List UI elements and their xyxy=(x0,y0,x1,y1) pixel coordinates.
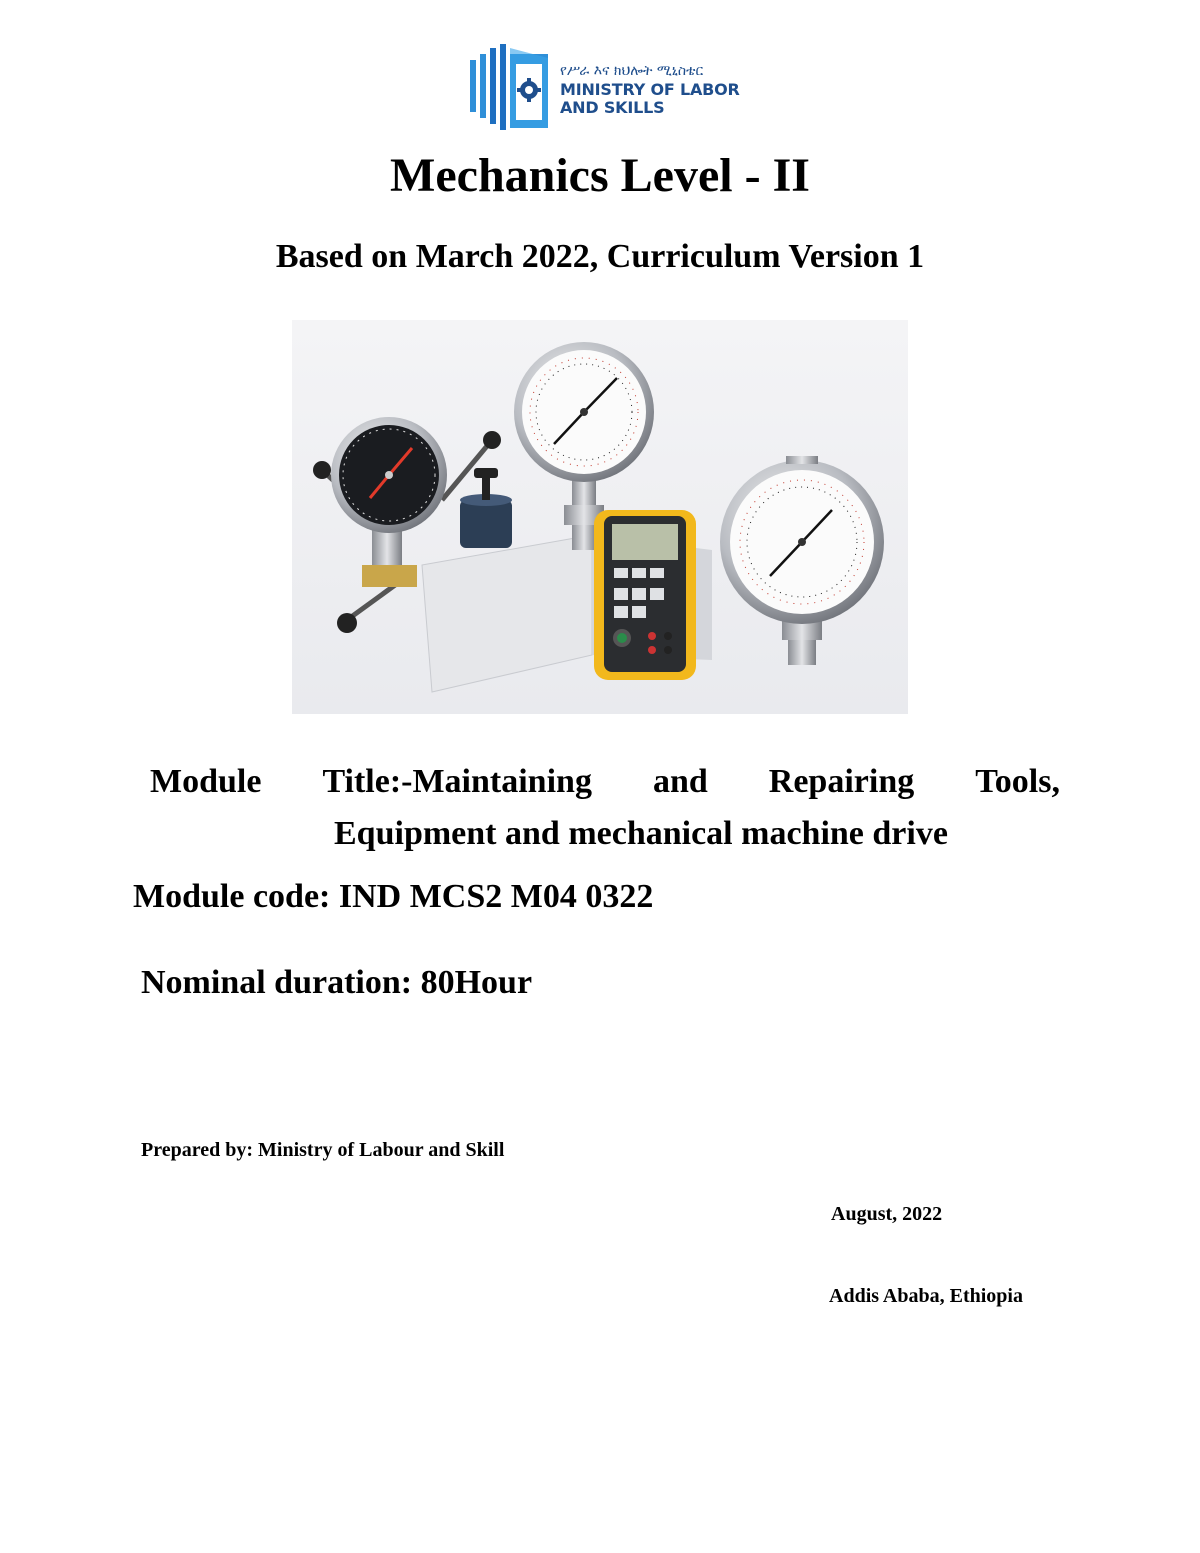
logo-amharic-text: የሥራ እና ክህሎት ሚኒስቴር xyxy=(560,63,704,79)
cover-photo xyxy=(292,320,908,714)
ministry-logo xyxy=(468,44,740,132)
module-title-word: Repairing xyxy=(768,763,915,800)
nominal-duration: Nominal duration: 80Hour xyxy=(141,964,533,1001)
prepared-by: Prepared by: Ministry of Labour and Skill xyxy=(141,1139,505,1161)
module-title-word: Tools, xyxy=(975,763,1060,800)
module-title-word: Module xyxy=(150,763,262,800)
pressure-calibrator xyxy=(594,510,696,680)
module-title-word: and xyxy=(652,763,708,800)
pressure-gauges-illustration xyxy=(292,320,908,714)
module-title-line2: Equipment and mechanical machine drive xyxy=(334,815,948,852)
logo-text-line2: AND SKILLS xyxy=(560,98,665,117)
document-title: Mechanics Level - II xyxy=(390,149,810,202)
module-title-line1 xyxy=(150,756,1060,808)
document-subtitle: Based on March 2022, Curriculum Version 1 xyxy=(275,238,925,275)
module-title-word: Title:-Maintaining xyxy=(322,763,592,800)
publication-date: August, 2022 xyxy=(831,1203,943,1225)
module-code: Module code: IND MCS2 M04 0322 xyxy=(133,878,654,915)
publication-place: Addis Ababa, Ethiopia xyxy=(829,1285,1023,1307)
ministry-logo-icon xyxy=(468,44,558,132)
module-title xyxy=(150,756,1060,860)
logo-text-line1: MINISTRY OF LABOR xyxy=(560,80,740,99)
